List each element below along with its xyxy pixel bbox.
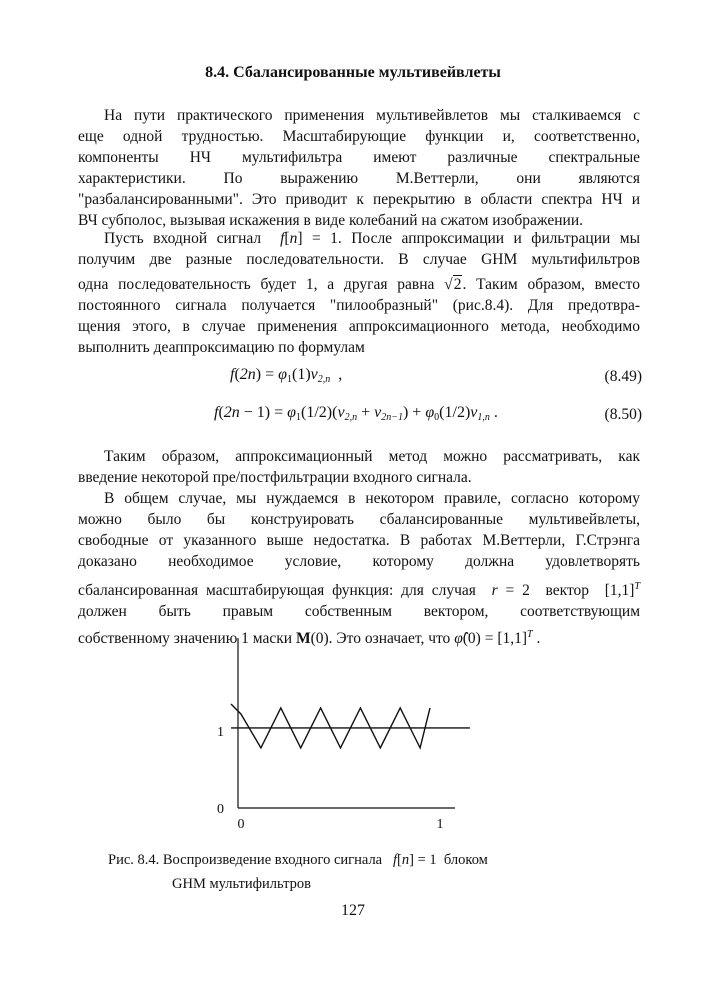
text-run: одна последовательность будет 1, а другая равна [78,276,435,293]
paragraph-line [78,274,640,295]
text-run: сбалансированная масштабирующая функция: для случая [78,582,476,600]
figure-8-4-chart [200,632,490,842]
paragraph-line: На пути практического применения мультивейвлетов мы сталкиваемся с [104,107,640,124]
y-tick-label: 0 [217,802,224,817]
equation-8-50: $f(2n - 1) = \varphi_1(1/2)(v_{2,n} + v_{2n-1}) + \varphi_0(1/2)v_{1,n}$ . [214,404,498,423]
equation-number: (8.49) [604,368,642,385]
paragraph-line: В общем случае, мы нуждаемся в некотором правиле, согласно которому [104,490,640,507]
text-run: . Таким образом, вместо [462,276,641,293]
figure-caption-line-2: GHM мультифильтров [172,876,311,892]
caption-text: блоком [443,852,488,868]
paragraph-line: выполнить деаппроксимацию по формулам [78,339,365,356]
paragraph-line: можно было бы конструировать сбалансированные мультивейвлеты, [78,511,640,528]
text-run: . После аппроксимации и фильтрации мы [337,230,640,247]
formula-mask-m0: M [295,630,311,648]
text-run: собственному значению 1 маски [78,630,293,648]
caption-text: Рис. 8.4. Воспроизведение входного сигнала [108,852,383,868]
text-run: Пусть входной сигнал [104,230,262,247]
paragraph-line: компоненты НЧ мультифильтра имеют различные спектральные [78,149,640,166]
paragraph-line [78,228,640,249]
text-run: . Это означает, что [328,630,451,648]
series-line-sawtooth [231,704,430,748]
formula-f-n-equals-1: f [393,852,398,868]
paragraph-line: постоянного сигнала получается "пилообразный" (рис.8.4). Для предотвра- [78,297,640,314]
paragraph-line: еще одной трудностью. Масштабирующие функции и, соответственно, [78,128,640,145]
page-number: 127 [341,902,365,919]
formula-bracket: [n] = 1 [284,230,338,247]
paragraph-line: щения этого, в случае применения аппроксимационного метода, необходимо [78,318,640,335]
paragraph-line: должен быть правым собственным вектором, соответствующим [78,603,640,621]
formula-vector-11t: $[1,1]^T$ [604,581,640,600]
paragraph-line: характеристики. По выражению М.Веттерли, они являются [78,170,640,187]
text-run: вектор [545,582,590,600]
paragraph-4 [78,488,640,649]
formula-r-equals-2: r [491,582,498,600]
paragraph-line: "разбалансированными". Это приводит к перекрытию в области спектра НЧ и [78,191,640,208]
paragraph-line: ВЧ субполос, вызывая искажения в виде колебаний на сжатом изображении. [78,212,583,229]
x-tick-label: 0 [237,817,245,832]
paragraph-line: доказано необходимое условие, которому должна удовлетворять [78,553,640,570]
formula-sqrt-2: √2 [444,276,462,293]
paragraph-line: получим две разные последовательности. В случае GHM мультифильтров [78,251,640,268]
paragraph-line: собственному значению 1 маски M(0). Это означает, что φ̂(0) = $[1,1]^T$ . [78,629,541,648]
x-tick-label: 1 [436,817,444,832]
paragraph-line: Таким образом, аппроксимационный метод можно рассматривать, как [104,448,640,465]
equation-number: (8.50) [604,406,642,423]
paragraph-1 [78,105,640,231]
paragraph-line: введение некоторой пре/постфильтрации входного сигнала. [78,469,472,486]
paragraph-2 [78,228,640,358]
formula-phi-hat: φ̂ [454,630,463,648]
paragraph-3 [78,446,640,488]
section-title: 8.4. Сбалансированные мультивейвлеты [205,64,501,81]
figure-caption: Рис. 8.4. Воспроизведение входного сигнала f[n] = 1 блоком [108,852,488,868]
y-tick-label: 1 [217,725,224,740]
paragraph-line: свободные от указанного выше недостатка. В работах М.Веттерли, Г.Стрэнга [78,532,640,549]
paragraph-line: сбалансированная масштабирующая функция: для случая r = 2 вектор $[1,1]^T$ [78,581,640,600]
formula-f-n-equals-1: f [280,230,285,247]
equation-8-49: $f(2n) = \varphi_1(1)v_{2,n}$ , [230,366,343,385]
